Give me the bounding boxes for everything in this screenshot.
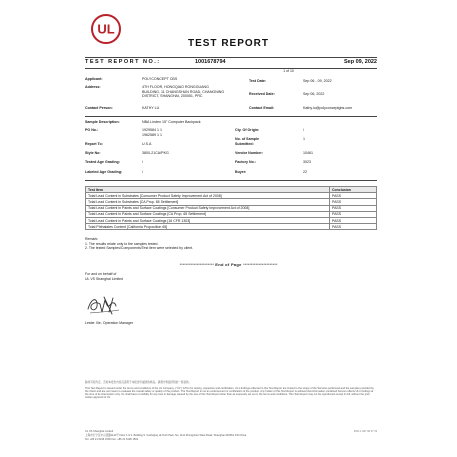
po-label: PO No.: — [85, 128, 99, 132]
end-stars-right: ********************** — [243, 262, 278, 267]
conclusion: PASS — [330, 211, 377, 217]
footer-contact: Tel: +86 21 6196 1500 Fax: +86 21 6196 1501 — [85, 438, 139, 441]
samples-value: 1 — [303, 137, 305, 141]
po-row — [85, 128, 245, 140]
end-of-page — [0, 262, 457, 267]
document-id: DOC 1 A07 06 07 19 — [353, 430, 377, 433]
test-item: Total Lead Content in Substrates [Consumer Product Safety Improvement Act of 2008] — [86, 193, 330, 199]
page-title: TEST REPORT — [187, 38, 269, 49]
po-line: 1962589 1 1 — [142, 132, 162, 137]
footer-address: 上海市长宁区中山西路1111号 Floor 1 & 2, Building 5, Caohejing Hi-Tech Park, No. 1111 Zhongshan West Road, Shanghai 200051 P.R.China — [85, 434, 247, 437]
labeled-grading-value: / — [142, 170, 143, 174]
divider — [85, 180, 377, 181]
vendor-value: 10461 — [303, 151, 313, 155]
table-header: Test Item — [86, 187, 330, 193]
divider — [85, 57, 377, 58]
report-to-row — [85, 142, 245, 148]
tested-grading-row — [85, 160, 245, 166]
style-no-row — [85, 151, 245, 157]
received-date-value: Sep 06, 2022 — [303, 92, 325, 96]
applicant-label: Applicant: — [85, 77, 103, 81]
address-label: Address: — [85, 85, 101, 89]
buyer-row — [235, 170, 375, 176]
origin-label: Cty. Of Origin: — [235, 128, 260, 132]
origin-row — [235, 128, 375, 134]
fine-print-cn: 除非另有约定，否则本报告内容仅适用于本报告所描述的样品。请遵守背面所附的一般条款。 — [85, 381, 192, 384]
buyer-label: Buyer: — [235, 170, 247, 174]
remarks-title: Remark: — [85, 237, 99, 241]
origin-value: / — [303, 128, 304, 132]
contact-email-row — [249, 106, 379, 112]
fine-print-en: This Test Report is issued under the terms and conditions of the UL Company. ("UL") GTCs for testing, inspection and certification. UL's findings reflected in this Test Report are limited to the scope of the Services performed and the samples provided by the Client and are not meant to evaluate the overall safety or quality of the product. The Test Report is not an endorsement or certification of the product. Any holder of this Test Report is advised that information contained hereon reflects UL's findings at the time of its intervention only. UL shall have no liability for any loss or damage caused by the use of this Test Report other than as expressly set out in the terms and conditions. This Test Report may not be reproduced except in full, without the prior written approval of UL. — [85, 387, 374, 400]
vendor-label: Vendor Number: — [235, 151, 263, 155]
table-header: Conclusion — [330, 187, 377, 193]
test-date-value: Sep 06 - 09, 2022 — [303, 79, 332, 83]
received-date-row — [249, 92, 379, 98]
po-value — [142, 128, 162, 137]
test-date-label: Test Date: — [249, 79, 267, 83]
labeled-grading-row — [85, 170, 245, 176]
report-date: Sep 09, 2022 — [343, 59, 377, 65]
contact-row — [85, 106, 255, 112]
signoff-block — [85, 272, 123, 281]
samples-row — [235, 137, 375, 147]
conclusion: PASS — [330, 193, 377, 199]
factory-value: 3023 — [303, 160, 311, 164]
vendor-row — [235, 151, 375, 157]
page-number: 1 of 10 — [283, 69, 294, 73]
conclusion: PASS — [330, 224, 377, 230]
address-line: 4TH FLOOR, HONGQIAO RONGGUANG — [142, 85, 209, 89]
report-to-value: U.S.A — [142, 142, 152, 146]
signature-image — [85, 292, 125, 318]
remark-item: 1. The results relate only to the samples tested. — [85, 241, 159, 246]
address-row — [85, 85, 255, 103]
contact-email-label: Contact Email: — [249, 106, 275, 110]
style-no-label: Style No: — [85, 151, 101, 155]
table-row — [86, 224, 377, 230]
test-item: Total Phthalates Content [California Proposition 65] — [86, 224, 330, 230]
tested-grading-value: / — [142, 160, 143, 164]
buyer-value: 22 — [303, 170, 307, 174]
labeled-grading-label: Labeled Age Grading: — [85, 170, 123, 174]
remarks — [85, 237, 193, 251]
contact-value: KATHY LU — [142, 106, 160, 110]
contact-email-value: Kathy.lu@polyconceptgbs.com — [303, 106, 353, 110]
report-number: 1001678794 — [195, 59, 226, 65]
footer-company: UL VS Shanghai Limited — [85, 430, 114, 433]
contact-label: Contact Person: — [85, 106, 113, 110]
test-date-row — [249, 79, 379, 85]
received-date-label: Received Date: — [249, 92, 275, 96]
po-line: 1929584 1 1 — [142, 128, 162, 132]
logo-text: UL — [97, 21, 115, 37]
tested-grading-label: Tested Age Grading: — [85, 160, 120, 164]
test-item: Total Lead Content in Paints and Surface Coatings [CA Prop. 65 Settlement] — [86, 211, 330, 217]
end-label: End of Page — [213, 262, 244, 267]
factory-row — [235, 160, 375, 166]
test-results-table — [85, 186, 377, 230]
report-to-label: Report To: — [85, 142, 103, 146]
address-line: BUILDING, 11 CHANGSHUN ROAD, CHANGNING — [142, 89, 225, 94]
style-no-value: 3800-21CA/PKG — [142, 151, 169, 155]
factory-label: Factory No.: — [235, 160, 256, 164]
samples-label: No. of Sample Submitted: — [235, 137, 259, 146]
address-line: DISTRICT, SHANGHAI, 200051, PRC — [142, 94, 203, 99]
end-stars-left: ********************** — [179, 262, 214, 267]
remark-item: 2. The tested Samples/Components/Test item were selected by client. — [85, 246, 194, 251]
signoff-line: For and on behalf of — [85, 272, 117, 276]
report-number-row — [85, 59, 377, 68]
test-item: Total Lead Content in Substrates [CA Prop. 65 Settlement] — [86, 199, 330, 205]
report-number-label: TEST REPORT NO.: — [85, 59, 161, 65]
divider — [85, 116, 377, 117]
signer-name: Lester Xie- Operation Manager — [85, 321, 134, 325]
test-item: Total Lead Content in Paints and Surface Coatings [16 CFR 1303] — [86, 217, 330, 223]
sample-desc-row — [85, 120, 315, 126]
signoff-company: UL VS Shanghai Limited — [85, 276, 124, 281]
test-item: Total Lead Content in Paints and Surface Coatings [Consumer Product Safety Improvement Act of 2008] — [86, 205, 330, 211]
address-value — [142, 85, 224, 99]
sample-desc-label: Sample Description: — [85, 120, 120, 124]
conclusion: PASS — [330, 205, 377, 211]
sample-desc-value: NBA Linden 15" Computer Backpack — [142, 120, 201, 124]
applicant-value: POLYCONCEPT CBS — [142, 77, 178, 81]
conclusion: PASS — [330, 199, 377, 205]
conclusion: PASS — [330, 217, 377, 223]
